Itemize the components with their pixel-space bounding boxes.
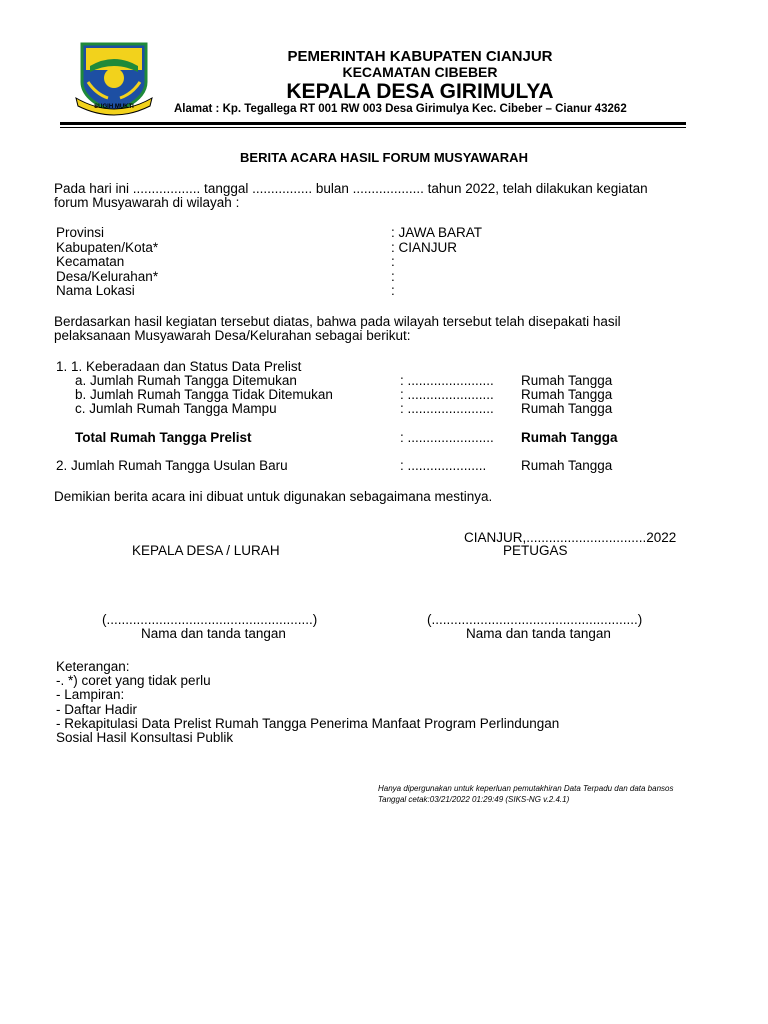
notes-item: Sosial Hasil Konsultasi Publik (56, 730, 234, 745)
location-value-kabupaten: : CIANJUR (391, 240, 458, 255)
location-label-kecamatan: Kecamatan (56, 254, 125, 269)
header-title: KEPALA DESA GIRIMULYA (286, 80, 554, 103)
location-label-desa: Desa/Kelurahan* (56, 269, 159, 284)
header-address: Alamat : Kp. Tegallega RT 001 RW 003 Desa Girimulya Kec. Cibeber – Cianur 43262 (174, 103, 627, 115)
regency-logo (74, 42, 154, 118)
notes-item: - Lampiran: (56, 687, 125, 702)
signature-right-title: PETUGAS (503, 543, 568, 558)
result-unit-ditemukan: Rumah Tangga (521, 373, 613, 388)
notes-item: - Rekapitulasi Data Prelist Rumah Tangga Penerima Manfaat Program Perlindungan (56, 716, 560, 731)
result-value-ditemukan: : ....................... (400, 373, 494, 388)
logo-motto: SUGIH MUKTI (94, 104, 134, 110)
location-value-provinsi: : JAWA BARAT (391, 225, 483, 240)
result-value-mampu: : ....................... (400, 401, 494, 416)
location-label-provinsi: Provinsi (56, 225, 105, 240)
result-label-ditemukan: a. Jumlah Rumah Tangga Ditemukan (75, 373, 297, 388)
results-heading: 1. 1. Keberadaan dan Status Data Prelist (56, 359, 302, 374)
location-value-lokasi: : (391, 283, 395, 298)
result-value-total: : ....................... (400, 430, 494, 445)
signature-right-caption: Nama dan tanda tangan (466, 626, 611, 641)
result-label-total: Total Rumah Tangga Prelist (75, 430, 252, 445)
result-value-usulan: : ..................... (400, 458, 487, 473)
signature-left-blank: (.......................................................) (102, 612, 318, 627)
footer-print-date: Tanggal cetak:03/21/2022 01:29:49 (SIKS-NG v.2.4.1) (378, 795, 570, 804)
header-line-2: KECAMATAN CIBEBER (342, 64, 498, 80)
signature-left-title: KEPALA DESA / LURAH (132, 543, 280, 558)
notes-item: -. *) coret yang tidak perlu (56, 673, 211, 688)
result-label-usulan: 2. Jumlah Rumah Tangga Usulan Baru (56, 458, 288, 473)
footer-note: Hanya dipergunakan untuk keperluan pemutakhiran Data Terpadu dan data bansos (378, 784, 674, 793)
signature-left-caption: Nama dan tanda tangan (141, 626, 286, 641)
result-unit-usulan: Rumah Tangga (521, 458, 613, 473)
location-label-kabupaten: Kabupaten/Kota* (56, 240, 159, 255)
result-label-mampu: c. Jumlah Rumah Tangga Mampu (75, 401, 277, 416)
result-unit-mampu: Rumah Tangga (521, 401, 613, 416)
result-unit-tidak-ditemukan: Rumah Tangga (521, 387, 613, 402)
intro-line-2: forum Musyawarah di wilayah : (54, 195, 240, 210)
header-rule-thin (60, 127, 686, 128)
place-date: CIANJUR,................................2022 (464, 530, 677, 545)
result-label-tidak-ditemukan: b. Jumlah Rumah Tangga Tidak Ditemukan (75, 387, 333, 402)
location-value-kecamatan: : (391, 254, 395, 269)
header-rule-thick (60, 122, 686, 125)
document-title: BERITA ACARA HASIL FORUM MUSYAWARAH (240, 150, 528, 165)
intro-line-1: Pada hari ini .................. tanggal ................ bulan ................... tahun 2022, telah dilakukan kegiatan (54, 181, 648, 196)
paragraph2-line-2: pelaksanaan Musyawarah Desa/Kelurahan sebagai berikut: (54, 328, 411, 343)
result-unit-total: Rumah Tangga (521, 430, 618, 445)
result-value-tidak-ditemukan: : ....................... (400, 387, 494, 402)
signature-right-blank: (.......................................................) (427, 612, 643, 627)
paragraph2-line-1: Berdasarkan hasil kegiatan tersebut diatas, bahwa pada wilayah tersebut telah disepakati hasil (54, 314, 621, 329)
location-value-desa: : (391, 269, 395, 284)
closing-text: Demikian berita acara ini dibuat untuk digunakan sebagaimana mestinya. (54, 489, 493, 504)
notes-heading: Keterangan: (56, 659, 130, 674)
header-line-1: PEMERINTAH KABUPATEN CIANJUR (287, 48, 553, 65)
location-label-lokasi: Nama Lokasi (56, 283, 135, 298)
notes-item: - Daftar Hadir (56, 702, 138, 717)
